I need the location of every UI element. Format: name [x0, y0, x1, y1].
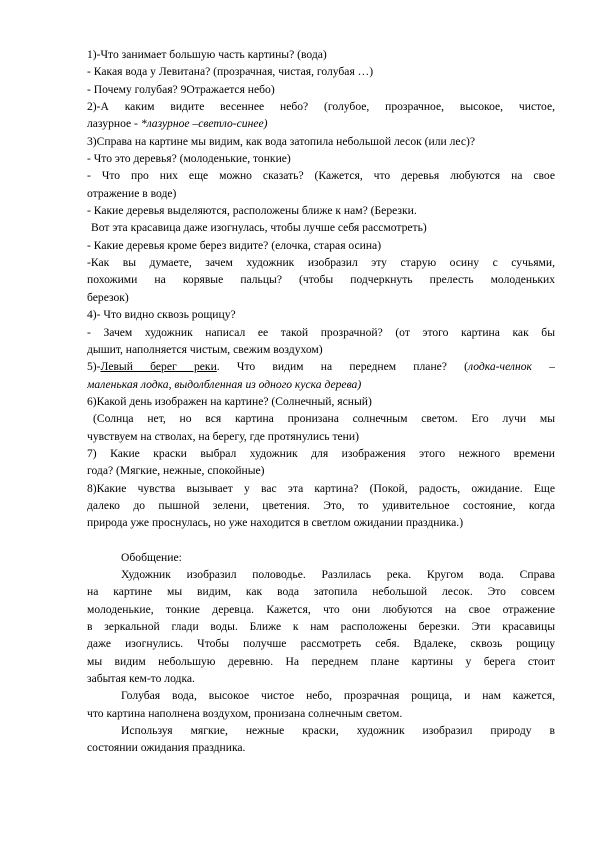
text-fragment: . Что видим на переднем плане? (	[216, 360, 469, 374]
text-line: - Что это деревья? (молоденькие, тонкие)	[87, 152, 291, 166]
text-line	[87, 115, 555, 132]
summary-line: даже изогнулись. Чтобы получше рассмотреть себя. Вдалеке, сквозь рощицу	[87, 637, 555, 651]
summary-line: забытая кем-то лодка.	[87, 672, 195, 686]
text-line: Вот эта красавица даже изогнулась, чтобы лучше себя рассмотреть)	[91, 221, 427, 235]
summary-line: что картина наполнена воздухом, пронизана солнечным светом.	[87, 706, 403, 720]
text-line: 3)Справа на картине мы видим, как вода затопила небольшой лесок (или лес)?	[87, 134, 475, 148]
italic-note: лодка-челнок –	[468, 360, 555, 374]
text-line: -Как вы думаете, зачем художник изобразил эту старую осину с сучьями,	[87, 256, 555, 270]
text-line: (Солнца нет, но вся картина пронизана солнечным светом. Его лучи мы	[93, 412, 555, 426]
text-line: 4)- Что видно сквозь рощицу?	[87, 308, 236, 322]
text-fragment: лазурное -	[87, 117, 141, 131]
summary-line: Голубая вода, высокое чистое небо, прозрачная рощица, и нам кажется,	[121, 689, 555, 703]
text-line: 1)-Что занимает большую часть картины? (вода)	[87, 48, 327, 61]
text-line: - Что про них еще можно сказать? (Кажется, что деревья любуются на свое	[87, 169, 555, 183]
summary-line: на картине мы видим, как вода затопила небольшой лесок. Это совсем	[87, 585, 555, 599]
text-line: 2)-А каким видите весеннее небо? (голубое, прозрачное, высокое, чистое,	[87, 100, 555, 114]
text-line: отражение в воде)	[87, 186, 177, 200]
italic-note: *лазурное –светло-синее)	[140, 117, 268, 131]
summary-line: Художник изобразил половодье. Разлилась река. Кругом вода. Справа	[121, 567, 555, 581]
underlined-phrase: Левый берег реки	[100, 360, 217, 374]
text-line: - Какие деревья кроме берез видите? (елочка, старая осина)	[87, 238, 382, 252]
summary-line: в зеркальной глади воды. Ближе к нам расположены березки. Эти красавицы	[87, 620, 555, 633]
text-line: березок)	[87, 290, 129, 304]
text-line: - Какие деревья выделяются, расположены ближе к нам? (Березки.	[87, 204, 417, 218]
text-line: природа уже проснулась, но уже находится в светлом ожидании праздника.)	[87, 516, 464, 530]
text-line: маленькая лодка, выдолбленная из одного куска дерева)	[87, 377, 362, 391]
text-fragment: 5)-	[87, 360, 101, 374]
text-line: - Какая вода у Левитана? (прозрачная, чистая, голубая …)	[87, 65, 374, 79]
text-line: 8)Какие чувства вызывает у вас эта картина? (Покой, радость, ожидание. Еще	[87, 481, 555, 495]
text-line: далеко до пышной зелени, цветения. Это, то удивительное состояние, когда	[87, 498, 555, 512]
text-line: дышит, наполняется чистым, свежим воздухом)	[87, 342, 323, 356]
text-line	[87, 358, 555, 375]
document-page	[87, 46, 555, 757]
spacer	[87, 532, 555, 549]
text-line: похожими на корявые пальцы? (чтобы подчеркнуть прелесть молоденьких	[87, 273, 555, 287]
text-line: 7) Какие краски выбрал художник для изображения этого нежного времени	[87, 446, 555, 460]
summary-title: Обобщение:	[121, 550, 182, 564]
text-line: чувствуем на стволах, на берегу, где протянулись тени)	[87, 429, 359, 443]
summary-line: Используя мягкие, нежные краски, художник изобразил природу в	[121, 724, 555, 738]
summary-line: молоденькие, тонкие деревца. Кажется, что они любуются на свое отражение	[87, 602, 555, 616]
text-line: - Зачем художник написал ее такой прозрачной? (от этого картина как бы	[87, 325, 555, 339]
summary-line: состоянии ожидания праздника.	[87, 741, 246, 755]
text-line: - Почему голубая? 9Отражается небо)	[87, 82, 275, 96]
text-line: 6)Какой день изображен на картине? (Солнечный, ясный)	[87, 394, 372, 408]
text-line: года? (Мягкие, нежные, спокойные)	[87, 464, 265, 478]
summary-line: мы видим небольшую деревню. На переднем плане картины у берега стоит	[87, 654, 555, 668]
